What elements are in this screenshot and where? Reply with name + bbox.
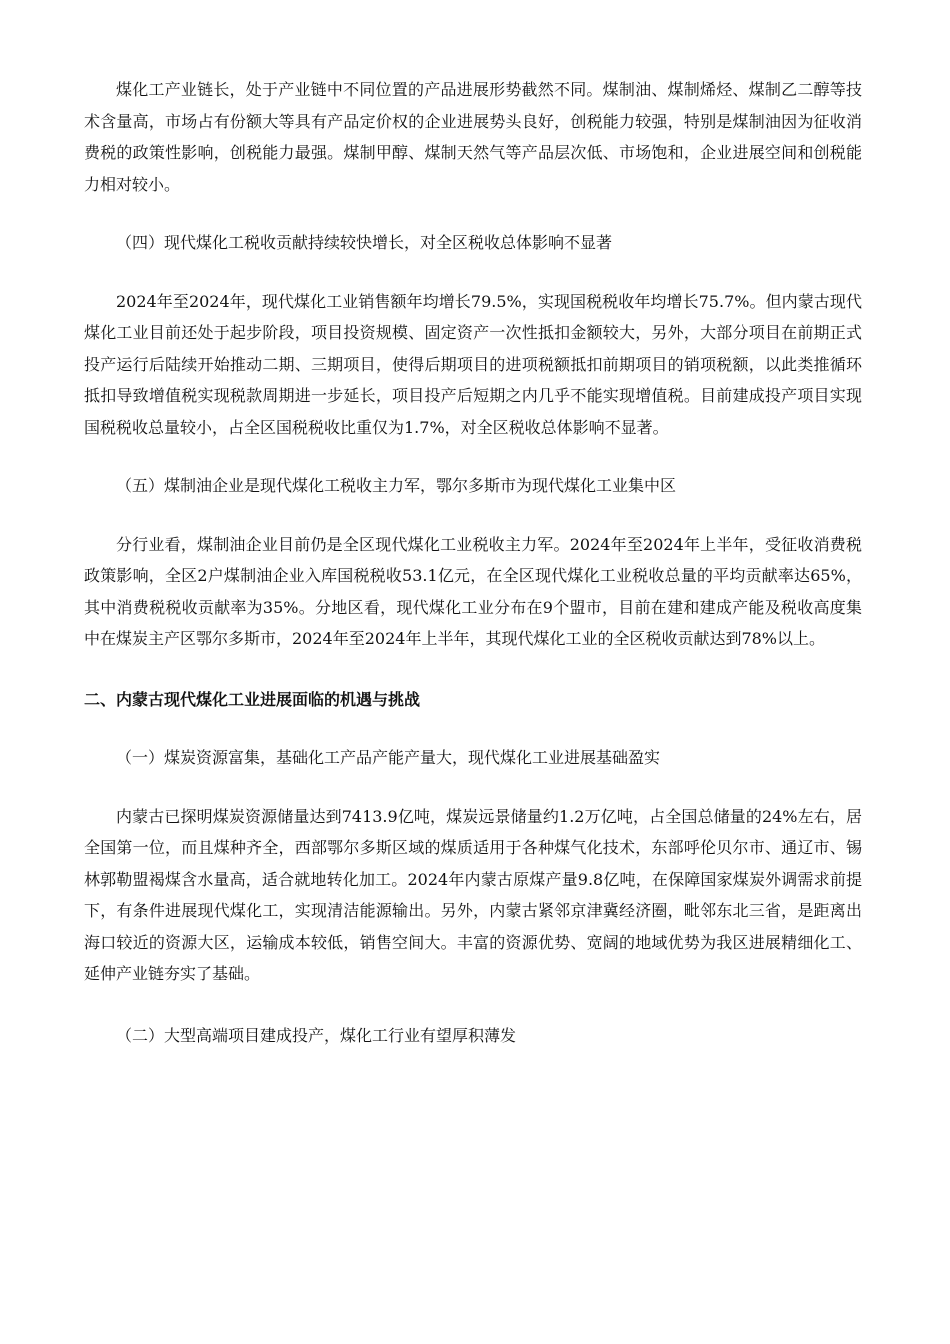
subheading-large-projects: （二）大型高端项目建成投产，煤化工行业有望厚积薄发 [116, 1025, 517, 1045]
subheading-tax-growth: （四）现代煤化工税收贡献持续较快增长，对全区税收总体影响不显著 [116, 233, 613, 252]
section-heading-opportunities-challenges: 二、内蒙古现代煤化工业进展面临的机遇与挑战 [84, 689, 421, 709]
paragraph-tax-growth: 2024年至2024年，现代煤化工业销售额年均增长79.5%，实现国税税收年均增长75.7%。但内蒙古现代煤化工业目前还处于起步阶段，项目投资规模、固定资产一次性抵扣金额较大，另外，大部分项目在前期正式投产运行后陆续开始推动二期、三期项目，使得后期项目的进项税额抵扣前期项目的销项税额，以此类推循环抵扣导致增值税实现税款周期进一步延长，项目投产后短期之内几乎不能实现增值税。目前建成投产项目实现国税税收总量较小，占全区国税税收比重仅为1.7%，对全区税收总体影响不显著。 [84, 291, 862, 437]
paragraph-coal-oil-main-force: 分行业看，煤制油企业目前仍是全区现代煤化工业税收主力军。2024年至2024年上半年，受征收消费税政策影响，全区2户煤制油企业入库国税税收53.1亿元，在全区现代煤化工业税收总量的平均贡献率达65%，其中消费税税收贡献率为35%。分地区看，现代煤化工业分布在9个盟市，目前在建和建成产能及税收高度集中在煤炭主产区鄂尔多斯市，2024年至2024年上半年，其现代煤化工业的全区税收贡献达到78%以上。 [84, 534, 862, 648]
subheading-coal-oil-main-force: （五）煤制油企业是现代煤化工税收主力军，鄂尔多斯市为现代煤化工业集中区 [116, 476, 677, 495]
document-page [84, 74, 862, 1051]
paragraph-coal-resources: 内蒙古已探明煤炭资源储量达到7413.9亿吨，煤炭远景储量约1.2万亿吨，占全国总储量的24%左右，居全国第一位，而且煤种齐全，西部鄂尔多斯区域的煤质适用于各种煤气化技术，东部呼伦贝尔市、通辽市、锡林郭勒盟褐煤含水量高，适合就地转化加工。2024年内蒙古原煤产量9.8亿吨，在保障国家煤炭外调需求前提下，有条件进展现代煤化工，实现清洁能源输出。另外，内蒙古紧邻京津冀经济圈，毗邻东北三省，是距离出海口较近的资源大区，运输成本较低，销售空间大。丰富的资源优势、宽阔的地域优势为我区进展精细化工、延伸产业链夯实了基础。 [84, 806, 862, 983]
paragraph-product-development: 煤化工产业链长，处于产业链中不同位置的产品进展形势截然不同。煤制油、煤制烯烃、煤制乙二醇等技术含量高，市场占有份额大等具有产品定价权的企业进展势头良好，创税能力较强，特别是煤制油因为征收消费税的政策性影响，创税能力最强。煤制甲醇、煤制天然气等产品层次低、市场饱和，企业进展空间和创税能力相对较小。 [84, 80, 862, 194]
subheading-coal-resources: （一）煤炭资源富集，基础化工产品产能产量大，现代煤化工业进展基础盈实 [116, 748, 661, 767]
